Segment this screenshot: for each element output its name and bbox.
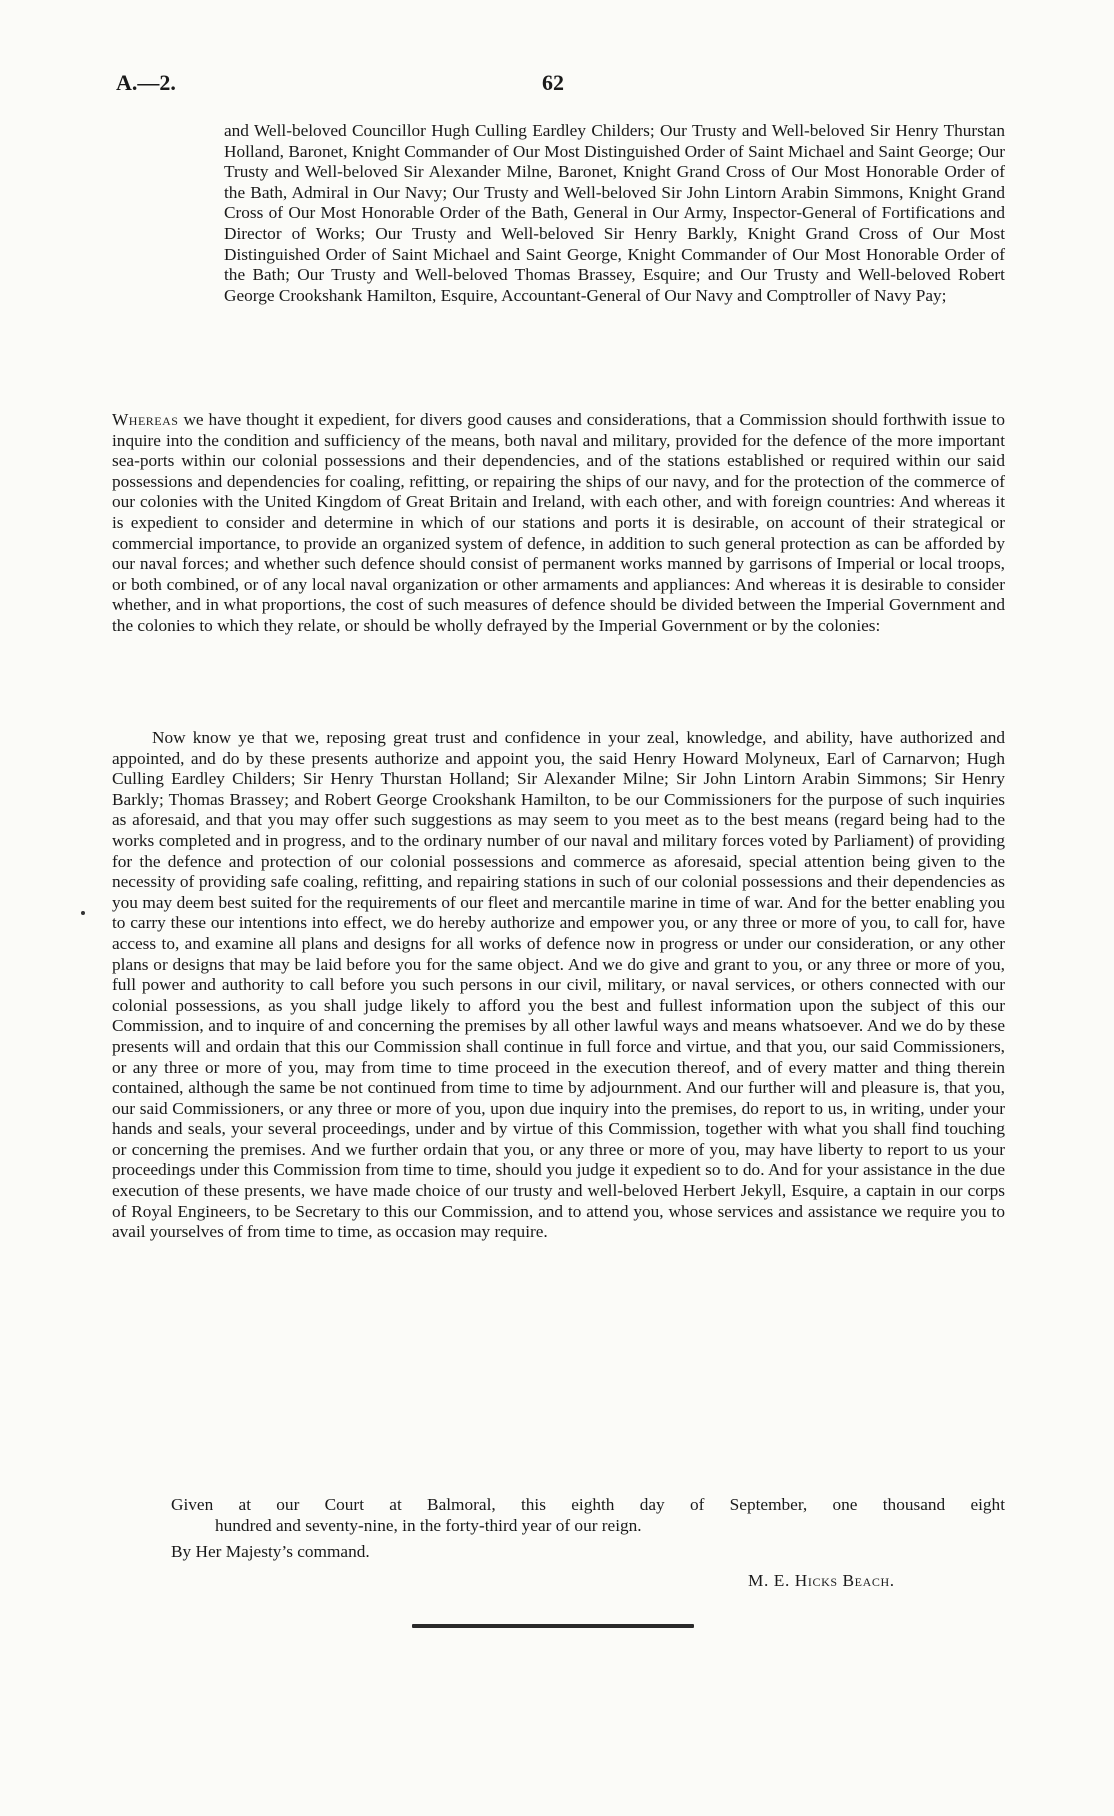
appointment-paragraph: Now know ye that we, reposing great trust and confidence in your zeal, knowledge, and ability, have authorized and appointed, and do by these presents authorize and appoint you, the said Henry Howard Molyneux, Earl of Carnarvon; Hugh Culling Eardley Childers; Sir Henry Thurstan Holland; Sir Alexander Milne; Sir John Lintorn Arabin Simmons; Sir Henry Barkly; Thomas Brassey; and Robert George Crookshank Hamilton, to be our Commissioners for the purpose of such inquiries as aforesaid, and that you may offer such suggestions as may seem to you meet as to the best means (regard being had to the works completed and in progress, and to the ordinary number of our naval and military forces voted by Parliament) of providing for the defence and protection of our colonial possessions and commerce as aforesaid, special attention being given to the necessity of providing safe coaling, refitting, and repairing stations in such of our colonial possessions and their dependencies as you may deem best suited for the requirements of our fleet and mercantile marine in time of war. And for the better enabling you to carry these our intentions into effect, we do hereby authorize and empower you, or any three or more of you, to call for, have access to, and examine all plans and designs for all works of defence now in progress or under our consideration, or any other plans or designs that may be laid before you for the same object. And we do give and grant to you, or any three or more of you, full power and authority to call before you such persons in our civil, military, or naval services, or others connected with our colonial possessions, as you shall judge likely to afford you the best and fullest information upon the subject of this our Commission, and to inquire of and concerning the premises by all other lawful ways and means whatsoever. And we do by these presents will and ordain that this our Commission shall continue in full force and virtue, and that you, our said Commissioners, or any three or more of you, may from time to time proceed in the execution thereof, and of every matter and thing therein contained, although the same be not continued from time to time by adjournment. And our further will and pleasure is, that you, our said Commissioners, or any three or more of you, upon due inquiry into the premises, do report to us, in writing, under your hands and seals, your several proceedings, under and by virtue of this Commission, together with what you shall find touching or concerning the premises. And we further ordain that you, or any three or more of you, may have liberty to report to us your proceedings under this Commission from time to time, should you judge it expedient so to do. And for your assistance in the due execution of these presents, we have made choice of our trusty and well-beloved Herbert Jekyll, Esquire, a captain in our corps of Royal Engineers, to be Secretary to this our Commission, and to attend you, whose services and assistance we require you to avail yourselves of from time to time, as occasion may require.: [112, 728, 1005, 1242]
command-line: By Her Majesty’s command.: [171, 1542, 370, 1561]
whereas-lead-word: Whereas: [112, 410, 179, 429]
document-reference: A.—2.: [116, 70, 176, 95]
given-line-2: hundred and seventy-nine, in the forty-third year of our reign.: [215, 1515, 642, 1535]
page-number: 62: [542, 70, 564, 95]
margin-mark: [81, 911, 85, 915]
page-header: [116, 70, 998, 100]
given-at-court: [171, 1495, 1005, 1536]
signature: M. E. Hicks Beach.: [748, 1571, 895, 1590]
whereas-paragraph: [112, 410, 1005, 637]
closing-rule: [412, 1624, 694, 1628]
whereas-text: we have thought it expedient, for divers good causes and considerations, that a Commission should forthwith issue to inquire into the condition and sufficiency of the means, both naval and military, provided for the defence of the more important sea-ports within our colonial possessions and their dependencies, and of the stations established or required within our said possessions and dependencies for coaling, refitting, or repairing the ships of our navy, and for the protection of the commerce of our colonies with the United Kingdom of Great Britain and Ireland, with each other, and with foreign countries: And whereas it is expedient to consider and determine in which of our stations and ports it is desirable, on account of their strategical or commercial importance, to provide an organized system of defence, in addition to such general protection as can be afforded by our naval forces; and whether such defence should consist of permanent works manned by garrisons of Imperial or local troops, or both combined, or of any local naval organization or other armaments and appliances: And whereas it is desirable to consider whether, and in what proportions, the cost of such measures of defence should be divided between the Imperial Government and the colonies to which they relate, or should be wholly defrayed by the Imperial Government or by the colonies:: [112, 410, 1005, 635]
given-line-1: Given at our Court at Balmoral, this eighth day of September, one thousand eight: [171, 1495, 1005, 1514]
commissioners-paragraph: and Well-beloved Councillor Hugh Culling Eardley Childers; Our Trusty and Well-beloved Sir Henry Thurstan Holland, Baronet, Knight Commander of Our Most Distinguished Order of Saint Michael and Saint George; Our Trusty and Well-beloved Sir Alexander Milne, Baronet, Knight Grand Cross of Our Most Honorable Order of the Bath, Admiral in Our Navy; Our Trusty and Well-beloved Sir John Lintorn Arabin Simmons, Knight Grand Cross of Our Most Honorable Order of the Bath, General in Our Army, Inspector-General of Fortifications and Director of Works; Our Trusty and Well-beloved Sir Henry Barkly, Knight Grand Cross of Our Most Distinguished Order of Saint Michael and Saint George, Knight Commander of Our Most Honorable Order of the Bath; Our Trusty and Well-beloved Thomas Brassey, Esquire; and Our Trusty and Well-beloved Robert George Crookshank Hamilton, Esquire, Accountant-General of Our Navy and Comptroller of Navy Pay;: [224, 121, 1005, 305]
